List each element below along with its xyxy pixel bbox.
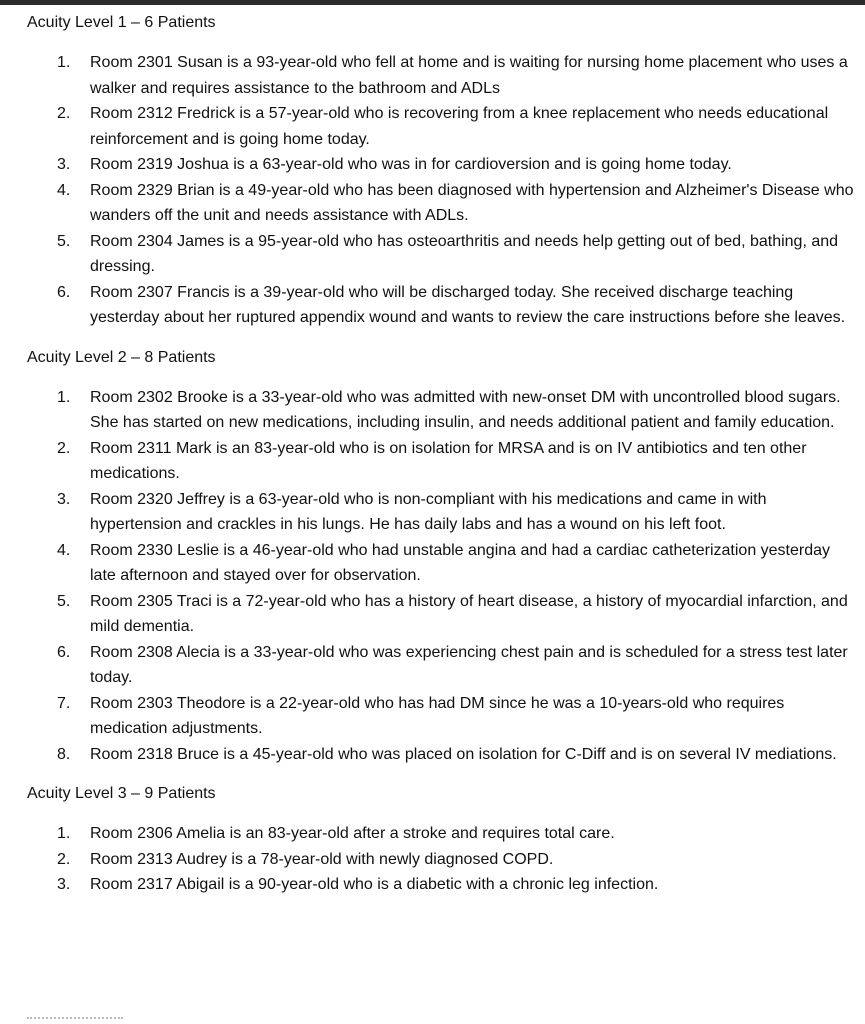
list-item (27, 152, 857, 178)
list-item (27, 691, 857, 742)
patient-description: Room 2308 Alecia is a 33-year-old who was experiencing chest pain and is scheduled for a stress test later today. (90, 643, 848, 686)
patient-description: Room 2320 Jeffrey is a 63-year-old who is non-compliant with his medications and came in with hypertension and crackles in his lungs. He has daily labs and has a wound on his left foot. (90, 490, 767, 533)
patient-description: Room 2306 Amelia is an 83-year-old after a stroke and requires total care. (90, 825, 615, 842)
list-item (27, 436, 857, 487)
patient-list-acuity-2 (27, 385, 857, 768)
patient-description: Room 2303 Theodore is a 22-year-old who has had DM since he was a 10-years-old who requires medication adjustments. (90, 694, 785, 737)
patient-description: Room 2302 Brooke is a 33-year-old who was admitted with new-onset DM with uncontrolled blood sugars. She has started on new medications, including insulin, and needs additional patient and family education. (90, 388, 841, 431)
list-item (27, 385, 857, 436)
patient-description: Room 2301 Susan is a 93-year-old who fell at home and is waiting for nursing home placement who uses a walker and requires assistance to the bathroom and ADLs (90, 54, 848, 97)
list-item (27, 101, 857, 152)
list-number: 2. (57, 105, 71, 122)
patient-description: Room 2319 Joshua is a 63-year-old who was in for cardioversion and is going home today. (90, 156, 732, 173)
patient-description: Room 2307 Francis is a 39-year-old who will be discharged today. She received discharge teaching yesterday about her ruptured appendix wound and wants to review the care instructions before she leaves. (90, 283, 846, 326)
list-number: 1. (57, 388, 71, 406)
list-item (27, 742, 857, 768)
list-number: 5. (57, 232, 71, 250)
list-number: 4. (57, 181, 71, 199)
list-number: 6. (57, 283, 71, 301)
list-item (27, 847, 857, 873)
document-body (27, 11, 857, 898)
list-number: 2. (57, 850, 71, 868)
section-heading-acuity-2: Acuity Level 2 – 8 Patients (27, 348, 216, 366)
list-item (27, 538, 857, 589)
list-number: 4. (57, 541, 71, 559)
list-item (27, 487, 857, 538)
list-number: 8. (57, 745, 71, 763)
list-item (27, 589, 857, 640)
list-item (27, 178, 857, 229)
list-item (27, 640, 857, 691)
patient-description: Room 2330 Leslie is a 46-year-old who had unstable angina and had a cardiac catheterization yesterday late afternoon and stayed over for observation. (90, 541, 831, 584)
list-number: 1. (57, 825, 71, 842)
patient-description: Room 2312 Fredrick is a 57-year-old who is recovering from a knee replacement who needs educational reinforcement and is going home today. (90, 105, 829, 148)
list-item (27, 229, 857, 280)
list-number: 1. (57, 54, 71, 71)
patient-description: Room 2313 Audrey is a 78-year-old with newly diagnosed COPD. (90, 850, 554, 868)
patient-description: Room 2329 Brian is a 49-year-old who has been diagnosed with hypertension and Alzheimer's Disease who wanders off the unit and needs assistance with ADLs. (90, 181, 854, 224)
list-number: 7. (57, 694, 71, 712)
patient-description: Room 2304 James is a 95-year-old who has osteoarthritis and needs help getting out of bed, bathing, and dressing. (90, 232, 839, 275)
list-number: 3. (57, 490, 71, 508)
list-number: 3. (57, 876, 71, 893)
patient-description: Room 2311 Mark is an 83-year-old who is on isolation for MRSA and is on IV antibiotics and ten other medications. (90, 439, 807, 482)
list-item (27, 872, 857, 898)
section-heading-acuity-1: Acuity Level 1 – 6 Patients (27, 14, 216, 31)
patient-list-acuity-1 (27, 50, 857, 331)
section-heading-acuity-3: Acuity Level 3 – 9 Patients (27, 785, 216, 802)
list-item (27, 280, 857, 331)
patient-description: Room 2317 Abigail is a 90-year-old who is a diabetic with a chronic leg infection. (90, 876, 659, 893)
list-item (27, 821, 857, 847)
top-border (0, 0, 865, 5)
list-number: 6. (57, 643, 71, 661)
patient-description: Room 2305 Traci is a 72-year-old who has a history of heart disease, a history of myocardial infarction, and mild dementia. (90, 592, 848, 635)
list-item (27, 50, 857, 101)
list-number: 5. (57, 592, 71, 610)
list-number: 3. (57, 156, 71, 173)
list-number: 2. (57, 439, 71, 457)
patient-list-acuity-3 (27, 821, 857, 898)
footer-cutoff-text (27, 1017, 123, 1023)
patient-description: Room 2318 Bruce is a 45-year-old who was placed on isolation for C-Diff and is on several IV mediations. (90, 745, 837, 763)
